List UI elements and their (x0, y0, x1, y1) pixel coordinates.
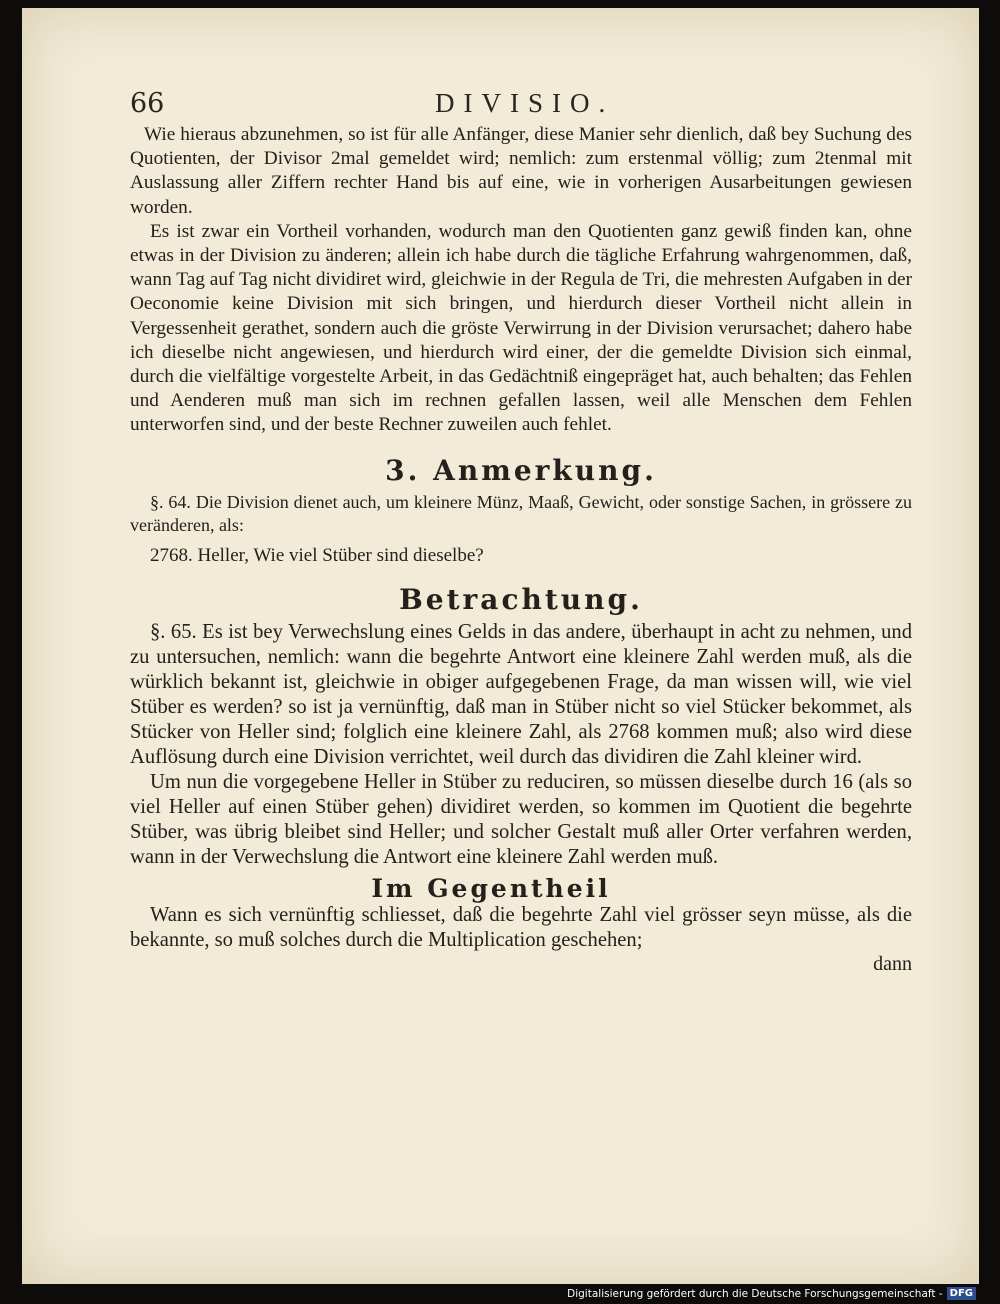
paragraph-1: Wie hieraus abzunehmen, so ist für alle Anfänger, diese Manier sehr dienlich, daß bey Suchung des Quotienten, der Divisor 2mal gemeldet wird; nemlich: zum erstenmal völlig; zum 2tenmal mit Auslassung aller Ziffern rechter Hand bis auf eine, wie in vorherigen Ausarbeitungen gewiesen worden. (130, 124, 912, 218)
page-body (130, 123, 912, 976)
example-question: 2768. Heller, Wie viel Stüber sind dieselbe? (150, 544, 484, 566)
running-title: DIVISIO. (435, 88, 615, 118)
page-header (130, 88, 910, 120)
section-heading-gegentheil: Im Gegentheil (371, 873, 611, 903)
paragraph-2: Es ist zwar ein Vortheil vorhanden, wodurch man den Quotienten ganz gewiß finden kan, ohne etwas in der Division zu änderen; allein ich habe durch die tägliche Erfahrung wahrgenommen, daß, wann Tag auf Tag nicht dividiret wird, gleichwie in der Regula de Tri, die mehresten Aufgaben in der Oeconomie keine Division mit sich bringen, und hierdurch dieser Vortheil nicht allein in Vergessenheit gerathet, sondern auch die gröste Verwirrung in der Division verursachet; dahero habe ich dieselbe nicht angewiesen, und hierdurch wird einer, der die gemeldte Division sich einmal, durch die vielfältige vorgestelte Arbeit, in das Gedächtniß eingepräget hat, auch behalten; das Fehlen und Aenderen muß man sich im rechnen gefallen lassen, weil alle Menschen dem Fehlen unterworfen sind, und der beste Rechner zuweilen auch fehlet. (130, 220, 912, 436)
dfg-logo-icon: DFG (947, 1287, 976, 1300)
paragraph-reduction: Um nun die vorgegebene Heller in Stüber zu reduciren, so müssen dieselbe durch 16 (als so viel Heller auf einen Stüber gehen) dividiret werden, so kommen im Quotient die begehrte Stüber, was übrig bleibet sind Heller; und solcher Gestalt muß aller Orter verfahren werden, wann in der Verwechslung die Antwort eine kleinere Zahl werden muß. (130, 770, 912, 868)
footer-text: Digitalisierung gefördert durch die Deutsche Forschungsgemeinschaft - (567, 1287, 943, 1300)
section-heading-anmerkung: 3. Anmerkung. (385, 453, 657, 487)
footer-credit (567, 1287, 976, 1300)
paragraph-64: §. 64. Die Division dienet auch, um kleinere Münz, Maaß, Gewicht, oder sonstige Sachen, in grössere zu veränderen, als: (130, 491, 912, 535)
paragraph-gegentheil: Wann es sich vernünftig schliesset, daß die begehrte Zahl viel grösser seyn müsse, als die bekannte, so muß solches durch die Multiplication geschehen; (130, 903, 912, 951)
section-heading-betrachtung: Betrachtung. (399, 582, 643, 616)
catchword: dann (873, 952, 912, 975)
page-number: 66 (130, 88, 165, 119)
paragraph-65: §. 65. Es ist bey Verwechslung eines Gelds in das andere, überhaupt in acht zu nehmen, und zu untersuchen, nemlich: wann die begehrte Antwort eine kleinere Zahl werden muß, als die würklich bekannt ist, gleichwie in obiger aufgegebenen Frage, da man wissen will, wie viel Stüber es werden? so ist ja vernünftig, daß man in Stüber nicht so viel Stücker bekommet, als Stücker von Heller sind; folglich eine kleinere Zahl, als 2768 kommen muß; also wird diese Auflösung durch eine Division verrichtet, weil durch das dividiren die Zahl kleiner wird. (130, 620, 912, 768)
